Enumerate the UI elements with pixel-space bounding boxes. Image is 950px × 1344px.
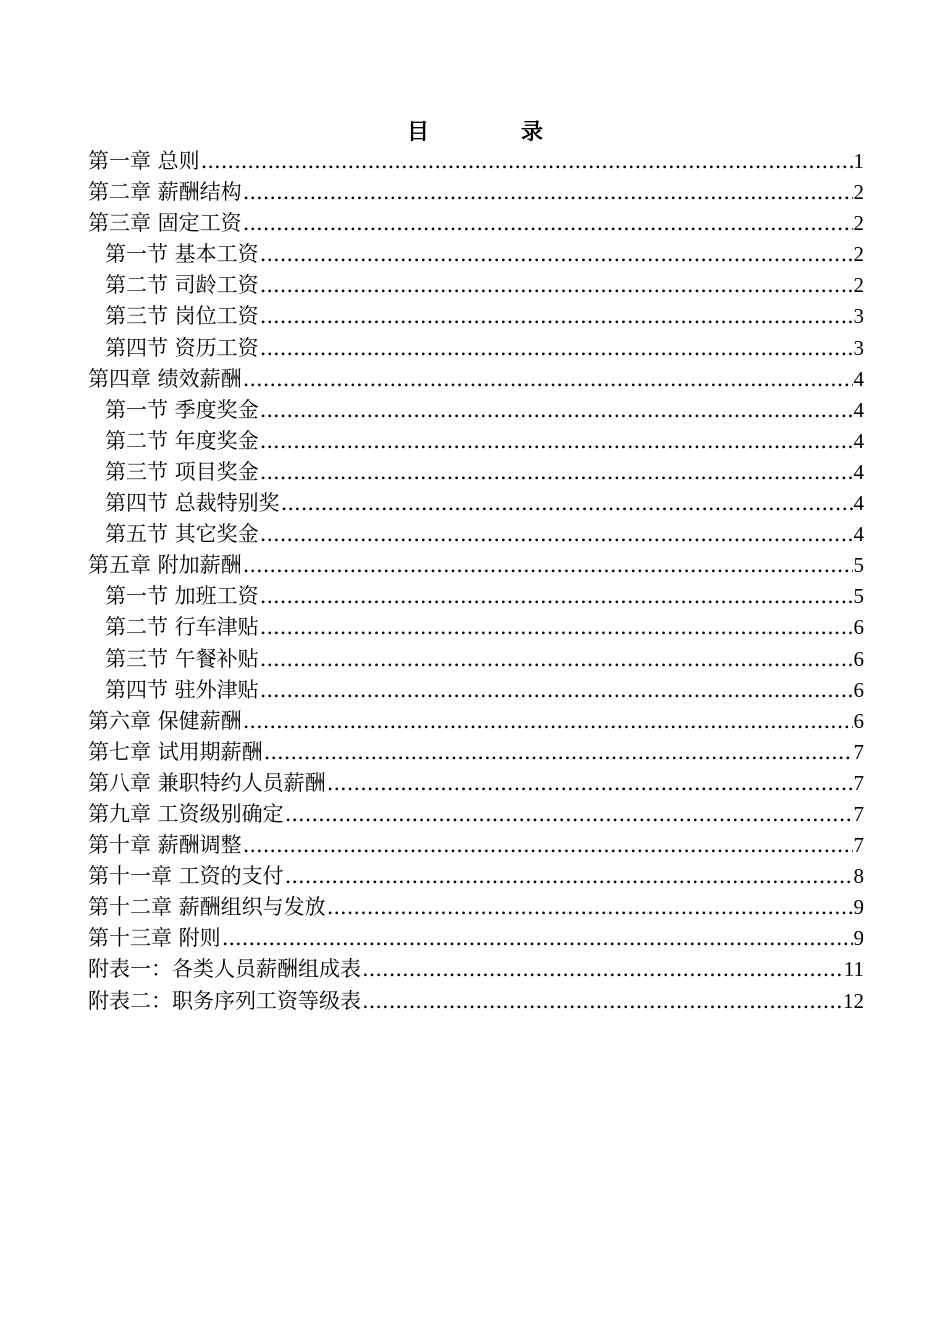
toc-entry[interactable] xyxy=(88,208,864,239)
toc-dot-leader xyxy=(285,861,853,892)
toc-entry[interactable] xyxy=(88,395,864,426)
toc-dot-leader xyxy=(260,519,853,550)
toc-dot-leader xyxy=(260,675,853,706)
toc-entry-label: 第五节 其它奖金 xyxy=(105,522,259,547)
toc-dot-leader xyxy=(327,768,853,799)
toc-entry[interactable] xyxy=(88,457,864,488)
toc-entry-label: 第四节 资历工资 xyxy=(105,335,259,360)
toc-dot-leader xyxy=(260,333,853,364)
toc-entry-page-number: 4 xyxy=(853,459,864,484)
toc-entry-label: 第十二章 薪酬组织与发放 xyxy=(88,895,326,920)
toc-entry[interactable] xyxy=(88,301,864,332)
toc-dot-leader xyxy=(243,364,853,395)
toc-entry-label: 第四节 总裁特别奖 xyxy=(105,491,280,516)
toc-entry[interactable] xyxy=(88,892,864,923)
toc-entry[interactable] xyxy=(88,923,864,954)
toc-entry[interactable] xyxy=(88,519,864,550)
toc-entry[interactable] xyxy=(88,799,864,830)
toc-entry-label: 第三节 午餐补贴 xyxy=(105,646,259,671)
toc-entry-label: 第一节 季度奖金 xyxy=(105,397,259,422)
toc-dot-leader xyxy=(281,488,853,519)
toc-entry-label: 第二章 薪酬结构 xyxy=(88,180,242,205)
toc-entry[interactable] xyxy=(88,737,864,768)
toc-entry-page-number: 4 xyxy=(853,366,864,391)
toc-entry-label: 第八章 兼职特约人员薪酬 xyxy=(88,770,326,795)
toc-entry-label: 第二节 司龄工资 xyxy=(105,273,259,298)
toc-entry-page-number: 4 xyxy=(853,428,864,453)
toc-entry-page-number: 6 xyxy=(853,708,864,733)
toc-dot-leader xyxy=(327,892,853,923)
toc-entry-page-number: 2 xyxy=(853,211,864,236)
toc-entry-page-number: 2 xyxy=(853,242,864,267)
toc-entry-page-number: 3 xyxy=(853,335,864,360)
toc-entry-page-number: 4 xyxy=(853,522,864,547)
toc-entry[interactable] xyxy=(88,488,864,519)
toc-dot-leader xyxy=(243,830,853,861)
toc-entry-page-number: 7 xyxy=(853,833,864,858)
toc-dot-leader xyxy=(362,954,843,985)
toc-entry-label: 第十三章 附则 xyxy=(88,926,221,951)
toc-dot-leader xyxy=(260,581,853,612)
toc-dot-leader xyxy=(260,426,853,457)
toc-entry[interactable] xyxy=(88,986,864,1017)
toc-entry-page-number: 1 xyxy=(853,149,864,173)
toc-entry-page-number: 2 xyxy=(853,180,864,205)
toc-dot-leader xyxy=(260,612,853,643)
toc-entry-page-number: 6 xyxy=(853,646,864,671)
toc-entry-label: 第三节 项目奖金 xyxy=(105,459,259,484)
toc-entry[interactable] xyxy=(88,333,864,364)
toc-dot-leader xyxy=(260,644,853,675)
toc-entry-page-number: 6 xyxy=(853,677,864,702)
toc-dot-leader xyxy=(243,706,853,737)
toc-dot-leader xyxy=(362,986,842,1017)
toc-entry-page-number: 7 xyxy=(853,770,864,795)
toc-entry-label: 第四章 绩效薪酬 xyxy=(88,366,242,391)
toc-dot-leader xyxy=(285,799,853,830)
toc-entry-page-number: 4 xyxy=(853,491,864,516)
toc-list xyxy=(88,146,864,1017)
toc-entry[interactable] xyxy=(88,364,864,395)
toc-entry[interactable] xyxy=(88,426,864,457)
toc-entry-page-number: 5 xyxy=(853,584,864,609)
toc-entry-label: 第一节 基本工资 xyxy=(105,242,259,267)
toc-dot-leader xyxy=(260,457,853,488)
toc-dot-leader xyxy=(264,737,853,768)
toc-entry-page-number: 2 xyxy=(853,273,864,298)
toc-dot-leader xyxy=(260,239,853,270)
toc-entry[interactable] xyxy=(88,177,864,208)
toc-entry-page-number: 12 xyxy=(843,988,864,1013)
toc-dot-leader xyxy=(243,177,853,208)
toc-entry[interactable] xyxy=(88,612,864,643)
toc-entry[interactable] xyxy=(88,675,864,706)
toc-entry-page-number: 5 xyxy=(853,553,864,578)
toc-entry-page-number: 4 xyxy=(853,397,864,422)
toc-entry-page-number: 8 xyxy=(853,864,864,889)
toc-entry[interactable] xyxy=(88,581,864,612)
toc-entry[interactable] xyxy=(88,239,864,270)
toc-entry-label: 附表二：职务序列工资等级表 xyxy=(88,988,361,1013)
toc-dot-leader xyxy=(243,208,853,239)
toc-entry[interactable] xyxy=(88,830,864,861)
toc-entry-page-number: 7 xyxy=(853,739,864,764)
toc-entry-label: 第一章 总则 xyxy=(88,149,200,173)
toc-dot-leader xyxy=(222,923,853,954)
toc-entry-label: 第七章 试用期薪酬 xyxy=(88,739,263,764)
toc-entry-label: 第二节 年度奖金 xyxy=(105,428,259,453)
toc-dot-leader xyxy=(260,395,853,426)
toc-entry-label: 第五章 附加薪酬 xyxy=(88,553,242,578)
toc-title-char-1: 目 xyxy=(406,119,429,145)
toc-entry-label: 第十章 薪酬调整 xyxy=(88,833,242,858)
toc-dot-leader xyxy=(260,301,853,332)
toc-entry-label: 第一节 加班工资 xyxy=(105,584,259,609)
toc-entry-label: 附表一：各类人员薪酬组成表 xyxy=(88,957,361,982)
toc-entry-page-number: 6 xyxy=(853,615,864,640)
toc-entry[interactable] xyxy=(88,146,864,177)
toc-title xyxy=(0,114,950,150)
toc-entry[interactable] xyxy=(88,550,864,581)
toc-entry[interactable] xyxy=(88,644,864,675)
toc-entry[interactable] xyxy=(88,861,864,892)
toc-entry[interactable] xyxy=(88,954,864,985)
toc-entry[interactable] xyxy=(88,270,864,301)
toc-entry-label: 第三章 固定工资 xyxy=(88,211,242,236)
toc-entry-page-number: 9 xyxy=(853,895,864,920)
toc-entry-label: 第九章 工资级别确定 xyxy=(88,801,284,826)
toc-dot-leader xyxy=(201,146,853,177)
toc-entry[interactable] xyxy=(88,706,864,737)
toc-dot-leader xyxy=(260,270,853,301)
toc-entry-label: 第六章 保健薪酬 xyxy=(88,708,242,733)
toc-entry-page-number: 7 xyxy=(853,801,864,826)
toc-entry-label: 第十一章 工资的支付 xyxy=(88,864,284,889)
toc-entry[interactable] xyxy=(88,768,864,799)
toc-entry-label: 第三节 岗位工资 xyxy=(105,304,259,329)
toc-entry-label: 第二节 行车津贴 xyxy=(105,615,259,640)
toc-entry-page-number: 11 xyxy=(843,957,864,982)
toc-entry-page-number: 9 xyxy=(853,926,864,951)
toc-title-char-2: 录 xyxy=(521,119,544,145)
toc-entry-page-number: 3 xyxy=(853,304,864,329)
toc-entry-label: 第四节 驻外津贴 xyxy=(105,677,259,702)
toc-dot-leader xyxy=(243,550,853,581)
